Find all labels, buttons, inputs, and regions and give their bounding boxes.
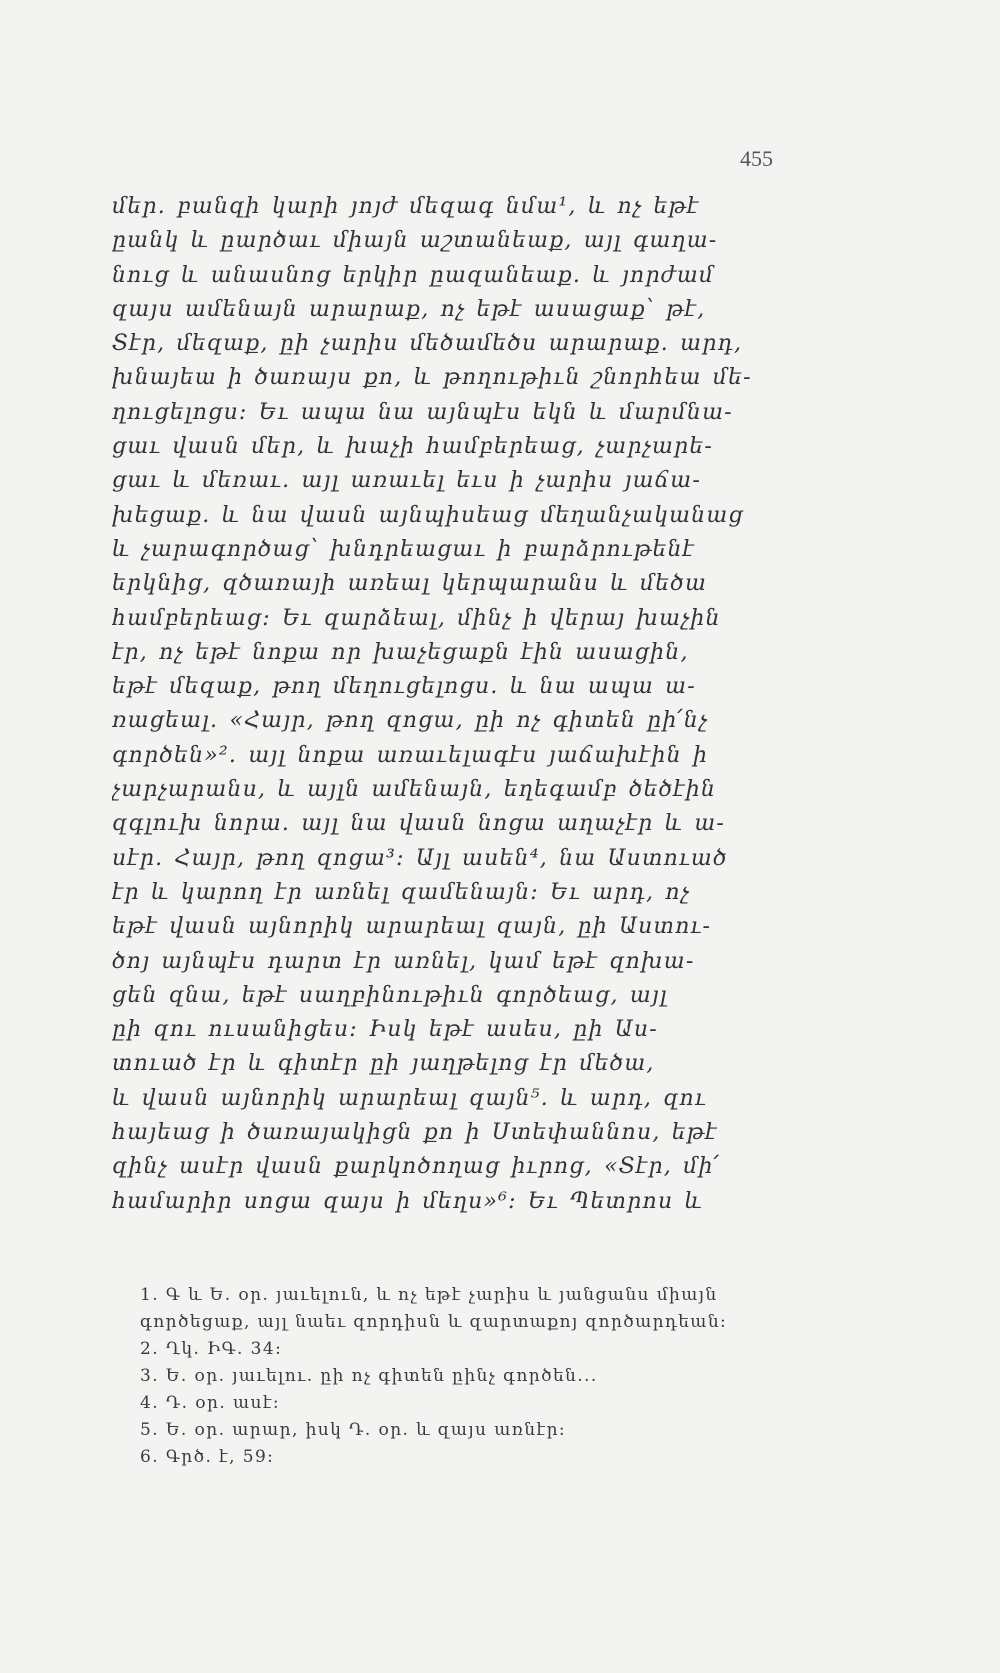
text-line: խեցաք. և նա վասն այնպիսեաց մեղանչականաց xyxy=(112,502,744,528)
footnote: 5. Ե. օր. արար, իսկ Դ. օր. և զայս առնէր։ xyxy=(140,1420,567,1440)
text-line: էր, ոչ եթէ նոքա որ խաչեցաքն էին ասացին, xyxy=(112,639,689,665)
text-line: սէր. Հայր, թող զոցա³։ Այլ ասեն⁴, նա Աստուած xyxy=(112,845,728,871)
text-line: խնայեա ի ծառայս քո, և թողութիւն շնորհեա մե- xyxy=(112,365,752,391)
text-line: գործեն»². այլ նոքա առաւելագէս յաճախէին ի xyxy=(112,742,709,768)
text-line: երկնից, զծառայի առեալ կերպարանս և մեծա xyxy=(112,571,708,597)
text-line: ծոյ այնպէս դարտ էր առնել, կամ եթէ զոխա- xyxy=(112,948,695,974)
text-line: համարիր սոցա զայս ի մեղս»⁶։ Եւ Պետրոս և xyxy=(112,1188,704,1214)
text-line: և վասն այնորիկ արարեալ զայն⁵. և արդ, զու xyxy=(112,1085,707,1111)
text-line: եթէ մեզաք, թող մեղուցելոցս. և նա ապա ա- xyxy=(112,674,696,700)
text-line: և չարագործաց՝ խնդրեացաւ ի բարձրութենէ xyxy=(112,536,696,562)
footnote: 4. Դ. օր. ասէ։ xyxy=(140,1393,281,1413)
text-line: ցեն զնա, եթէ սաղբինութիւն գործեաց, այլ xyxy=(112,982,668,1008)
text-line: տուած էր և գիտէր ըի յաղթելոց էր մեծա, xyxy=(112,1051,655,1077)
text-line: ըի զու ուսանիցես։ Իսկ եթէ ասես, ըի Աս- xyxy=(112,1017,658,1043)
text-line: ցաւ և մեռաւ. այլ առաւել եւս ի չարիս յաճա- xyxy=(112,468,701,494)
text-line: մեր. բանզի կարի յոյժ մեզագ նմա¹, և ոչ եթէ xyxy=(112,194,700,219)
footnote: 3. Ե. օր. յաւելու. ըի ոչ գիտեն ըինչ գործեն... xyxy=(140,1366,598,1386)
text-line: զինչ ասէր վասն քարկոծողաց իւրոց, «Տէր, մի՛ xyxy=(112,1154,720,1180)
footnote: 6. Գրծ. է, 59։ xyxy=(140,1447,275,1467)
text-line: չարչարանս, և այլն ամենայն, եղեգամբ ծեծէին xyxy=(112,777,717,803)
footnote-continuation: գործեցաք, այլ նաեւ զորդիսն և զարտաքոյ զործարդեան։ xyxy=(140,1312,728,1332)
text-line: ղուցելոցս։ Եւ ապա նա այնպէս եկն և մարմնա- xyxy=(112,399,733,425)
text-line: եթէ վասն այնորիկ արարեալ զայն, ըի Աստու- xyxy=(112,914,712,940)
text-line: նուց և անասնոց երկիր ըազանեաք. և յորժամ xyxy=(112,262,715,288)
text-line: ռացեալ. «Հայր, թող զոցա, ըի ոչ գիտեն ըի՛նչ xyxy=(112,708,709,734)
footnote: 2. Ղկ. ԻԳ. 34։ xyxy=(140,1339,283,1359)
text-line: զայս ամենայն արարաք, ոչ եթէ ասացաք՝ թէ, xyxy=(112,296,706,322)
page-number: 455 xyxy=(740,146,773,171)
footnotes xyxy=(140,1282,830,1471)
body-text xyxy=(112,190,812,1219)
footnote: 1. Գ և Ե. օր. յաւելուն, և ոչ եթէ չարիս և յանցանս միայն xyxy=(140,1285,718,1305)
text-line: ըանկ և ըարծաւ միայն աշտանեաք, այլ գաղա- xyxy=(112,228,718,254)
text-line: Տէր, մեզաք, ըի չարիս մեծամեծս արարաք. արդ, xyxy=(112,331,743,357)
text-line: համբերեաց։ Եւ զարձեալ, մինչ ի վերայ խաչին xyxy=(112,605,721,631)
text-line: էր և կարող էր առնել զամենայն։ Եւ արդ, ոչ xyxy=(112,879,691,905)
text-line: հայեաց ի ծառայակիցն քո ի Ստեփաննոս, եթէ xyxy=(112,1120,718,1146)
text-line: ցաւ վասն մեր, և խաչի համբերեաց, չարչարե- xyxy=(112,434,714,460)
text-line: զգլուխ նորա. այլ նա վասն նոցա աղաչէր և ա- xyxy=(112,811,726,837)
